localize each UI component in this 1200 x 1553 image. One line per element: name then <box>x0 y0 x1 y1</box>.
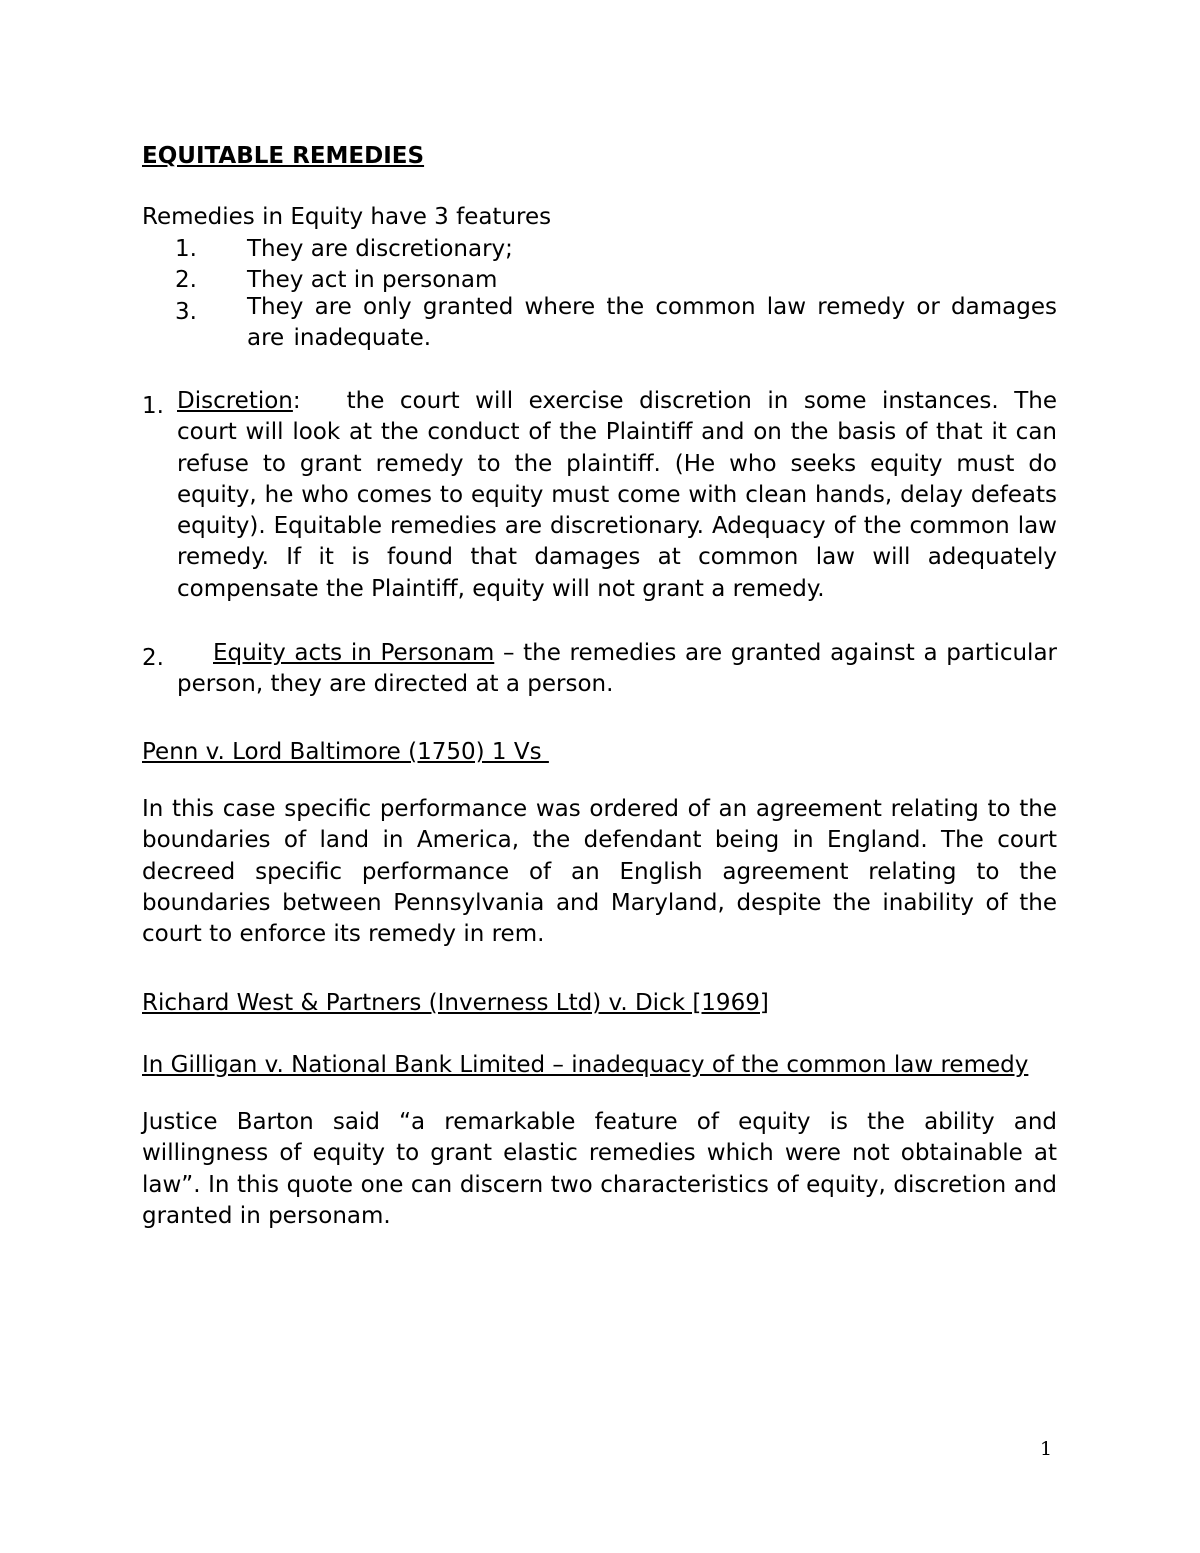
case-paragraph: In this case specific performance was ordered of an agreement relating to the boundaries of land in America, the defendant being in England. The court decreed specific performance of an English agreement relating to the boundaries between Pennsylvania and Maryland, despite the inability of the court to enforce its remedy in rem. <box>142 796 1057 948</box>
point-number: 2. <box>142 645 164 671</box>
feature-item: They are discretionary; <box>247 236 513 262</box>
quote-paragraph: Justice Barton said “a remarkable feature of equity is the ability and willingness of equity to grant elastic remedies which were not obtainable at law”. In this quote one can discern two characteristics of equity, discretion and granted in personam. <box>142 1109 1057 1229</box>
point-body: – the remedies are granted against a particular person, they are directed at a person. <box>177 640 1057 698</box>
feature-item: They are only granted where the common law remedy or damages are inadequate. <box>247 294 1057 352</box>
case-heading: Penn v. Lord Baltimore (1750) 1 Vs <box>142 739 549 765</box>
point-number: 1. <box>142 393 164 419</box>
point-body: the court will exercise discretion in some instances. The court will look at the conduct of the Plaintiff and on the basis of that it can refuse to grant remedy to the plaintiff. (He who seeks equity must do equity, he who comes to equity must come with clean hands, delay defeats equity). Equitable remedies are discretionary. Adequacy of the common law remedy. If it is found that damages at common law will adequately compensate the Plaintiff, equity will not grant a remedy. <box>177 388 1057 602</box>
feature-number: 3. <box>175 299 197 325</box>
case-heading: Richard West & Partners (Inverness Ltd) v. Dick [1969] <box>142 990 769 1016</box>
point-personam <box>177 638 1057 701</box>
feature-item: They act in personam <box>247 267 498 293</box>
point-colon: : <box>292 388 301 414</box>
point-heading: Equity acts in Personam <box>213 640 495 666</box>
case-heading: In Gilligan v. National Bank Limited – inadequacy of the common law remedy <box>142 1052 1029 1078</box>
point-discretion <box>177 386 1057 605</box>
feature-number: 2. <box>175 267 197 293</box>
intro-line: Remedies in Equity have 3 features <box>142 204 552 230</box>
point-heading: Discretion <box>177 388 293 414</box>
document-title: EQUITABLE REMEDIES <box>142 143 425 169</box>
feature-number: 1. <box>175 236 197 262</box>
page-number: 1 <box>1040 1438 1053 1460</box>
